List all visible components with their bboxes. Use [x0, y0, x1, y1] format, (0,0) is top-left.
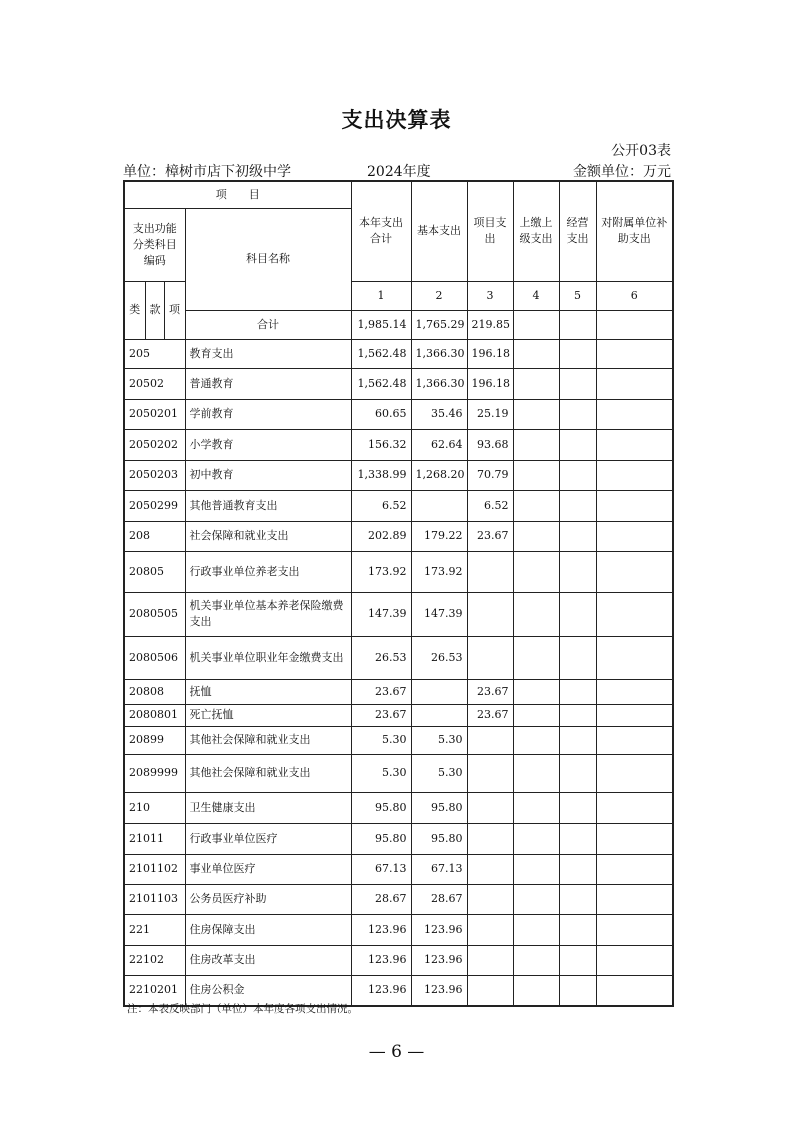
- header-row-item: [124, 181, 673, 208]
- total-label: 合计: [185, 310, 351, 339]
- row-code: 20805: [124, 551, 185, 592]
- col-header-5: 经营支出: [559, 181, 596, 281]
- col-header-2: 基本支出: [411, 181, 467, 281]
- row-code: 221: [124, 914, 185, 945]
- row-value-5: [559, 704, 596, 726]
- row-value-6: [596, 551, 673, 592]
- row-code: 2050203: [124, 460, 185, 490]
- row-subject-name: 死亡抚恤: [185, 704, 351, 726]
- row-value-4: [513, 726, 559, 754]
- row-value-6: [596, 945, 673, 975]
- row-value-2: 1,366.30: [411, 368, 467, 399]
- row-value-2: 95.80: [411, 792, 467, 823]
- table-row: [124, 521, 673, 551]
- row-value-5: [559, 592, 596, 636]
- row-value-1: 23.67: [351, 704, 411, 726]
- row-value-4: [513, 823, 559, 854]
- row-value-4: [513, 339, 559, 368]
- row-subject-name: 事业单位医疗: [185, 854, 351, 884]
- row-code: 2101102: [124, 854, 185, 884]
- table-row: [124, 429, 673, 460]
- row-value-1: 5.30: [351, 726, 411, 754]
- row-value-3: [467, 823, 513, 854]
- row-value-4: [513, 551, 559, 592]
- row-value-2: 147.39: [411, 592, 467, 636]
- row-value-5: [559, 368, 596, 399]
- row-value-1: 26.53: [351, 636, 411, 679]
- footnote: 注：本表反映部门（单位）本年度各项支出情况。: [127, 1003, 358, 1015]
- row-value-4: [513, 399, 559, 429]
- row-subject-name: 卫生健康支出: [185, 792, 351, 823]
- row-value-3: 70.79: [467, 460, 513, 490]
- row-value-4: [513, 704, 559, 726]
- row-value-2: [411, 704, 467, 726]
- total-value-2: 1,765.29: [411, 310, 467, 339]
- row-code: 20502: [124, 368, 185, 399]
- row-subject-name: 小学教育: [185, 429, 351, 460]
- page-number: — 6 —: [368, 1042, 425, 1062]
- row-value-4: [513, 792, 559, 823]
- row-code: 21011: [124, 823, 185, 854]
- row-value-3: 25.19: [467, 399, 513, 429]
- seq-1: 1: [351, 281, 411, 310]
- row-value-1: 1,338.99: [351, 460, 411, 490]
- row-value-4: [513, 754, 559, 792]
- row-value-4: [513, 884, 559, 914]
- row-value-3: [467, 636, 513, 679]
- form-number: 公开03表: [611, 143, 671, 159]
- row-subject-name: 公务员医疗补助: [185, 884, 351, 914]
- row-value-5: [559, 551, 596, 592]
- seq-3: 3: [467, 281, 513, 310]
- table-row: [124, 679, 673, 704]
- row-subject-name: 其他社会保障和就业支出: [185, 726, 351, 754]
- row-subject-name: 社会保障和就业支出: [185, 521, 351, 551]
- row-value-3: 196.18: [467, 339, 513, 368]
- row-value-3: 93.68: [467, 429, 513, 460]
- table-row: [124, 592, 673, 636]
- row-subject-name: 学前教育: [185, 399, 351, 429]
- row-value-6: [596, 823, 673, 854]
- seq-6: 6: [596, 281, 673, 310]
- row-subject-name: 普通教育: [185, 368, 351, 399]
- code-group-header: 支出功能分类科目编码: [124, 208, 185, 281]
- seq-2: 2: [411, 281, 467, 310]
- row-value-6: [596, 792, 673, 823]
- row-value-2: [411, 679, 467, 704]
- row-value-6: [596, 429, 673, 460]
- table-row: [124, 884, 673, 914]
- row-value-4: [513, 636, 559, 679]
- row-code: 205: [124, 339, 185, 368]
- table-row: [124, 551, 673, 592]
- row-subject-name: 住房保障支出: [185, 914, 351, 945]
- row-value-5: [559, 521, 596, 551]
- table-row: [124, 368, 673, 399]
- row-value-5: [559, 754, 596, 792]
- row-value-6: [596, 339, 673, 368]
- row-value-1: 6.52: [351, 490, 411, 521]
- row-value-2: 35.46: [411, 399, 467, 429]
- subject-name-header: 科目名称: [185, 208, 351, 310]
- row-value-6: [596, 460, 673, 490]
- total-value-3: 219.85: [467, 310, 513, 339]
- row-value-3: [467, 551, 513, 592]
- row-value-5: [559, 854, 596, 884]
- row-value-2: 28.67: [411, 884, 467, 914]
- table-row: [124, 704, 673, 726]
- row-value-6: [596, 636, 673, 679]
- row-value-2: 26.53: [411, 636, 467, 679]
- row-subject-name: 抚恤: [185, 679, 351, 704]
- row-value-4: [513, 368, 559, 399]
- row-value-2: 62.64: [411, 429, 467, 460]
- row-value-1: 1,562.48: [351, 339, 411, 368]
- total-value-4: [513, 310, 559, 339]
- row-value-6: [596, 399, 673, 429]
- row-value-5: [559, 914, 596, 945]
- row-subject-name: 住房改革支出: [185, 945, 351, 975]
- row-value-2: 1,268.20: [411, 460, 467, 490]
- row-value-4: [513, 945, 559, 975]
- row-code: 210: [124, 792, 185, 823]
- row-value-4: [513, 679, 559, 704]
- table-row: [124, 854, 673, 884]
- row-code: 2101103: [124, 884, 185, 914]
- row-subject-name: 其他社会保障和就业支出: [185, 754, 351, 792]
- table-row: [124, 754, 673, 792]
- expenditure-table: [123, 180, 674, 1007]
- row-code: 20899: [124, 726, 185, 754]
- row-value-3: 23.67: [467, 521, 513, 551]
- row-value-1: 95.80: [351, 792, 411, 823]
- row-value-6: [596, 726, 673, 754]
- row-code: 2050299: [124, 490, 185, 521]
- row-value-4: [513, 490, 559, 521]
- table-row: [124, 792, 673, 823]
- col-header-3: 项目支出: [467, 181, 513, 281]
- row-code: 2210201: [124, 975, 185, 1006]
- row-code: 2089999: [124, 754, 185, 792]
- row-value-3: 23.67: [467, 679, 513, 704]
- row-code: 2080506: [124, 636, 185, 679]
- row-value-5: [559, 823, 596, 854]
- row-value-6: [596, 368, 673, 399]
- row-value-5: [559, 490, 596, 521]
- row-code: 2080801: [124, 704, 185, 726]
- code-section-header: 款: [145, 281, 164, 339]
- row-value-3: [467, 754, 513, 792]
- row-value-6: [596, 592, 673, 636]
- row-value-1: 173.92: [351, 551, 411, 592]
- row-value-6: [596, 884, 673, 914]
- row-value-5: [559, 399, 596, 429]
- row-code: 22102: [124, 945, 185, 975]
- code-item-header: 项: [164, 281, 185, 339]
- row-value-3: [467, 592, 513, 636]
- row-value-1: 123.96: [351, 975, 411, 1006]
- row-subject-name: 机关事业单位职业年金缴费支出: [185, 636, 351, 679]
- seq-4: 4: [513, 281, 559, 310]
- row-value-6: [596, 854, 673, 884]
- row-value-3: [467, 792, 513, 823]
- col-header-6: 对附属单位补助支出: [596, 181, 673, 281]
- row-value-6: [596, 679, 673, 704]
- row-subject-name: 其他普通教育支出: [185, 490, 351, 521]
- money-unit-label: 金额单位：万元: [573, 164, 671, 180]
- row-value-3: 6.52: [467, 490, 513, 521]
- year-label: 2024年度: [367, 164, 431, 180]
- row-value-1: 123.96: [351, 945, 411, 975]
- row-value-1: 60.65: [351, 399, 411, 429]
- row-value-1: 156.32: [351, 429, 411, 460]
- row-subject-name: 行政事业单位医疗: [185, 823, 351, 854]
- row-code: 2050202: [124, 429, 185, 460]
- row-subject-name: 教育支出: [185, 339, 351, 368]
- seq-5: 5: [559, 281, 596, 310]
- row-value-2: 123.96: [411, 945, 467, 975]
- row-subject-name: 行政事业单位养老支出: [185, 551, 351, 592]
- row-value-1: 5.30: [351, 754, 411, 792]
- row-value-3: [467, 854, 513, 884]
- row-value-3: 196.18: [467, 368, 513, 399]
- table-row: [124, 945, 673, 975]
- total-value-5: [559, 310, 596, 339]
- row-value-3: 23.67: [467, 704, 513, 726]
- row-value-4: [513, 460, 559, 490]
- row-value-1: 147.39: [351, 592, 411, 636]
- row-value-5: [559, 726, 596, 754]
- row-value-4: [513, 975, 559, 1006]
- row-value-5: [559, 792, 596, 823]
- row-value-1: 202.89: [351, 521, 411, 551]
- row-value-2: 123.96: [411, 914, 467, 945]
- row-value-4: [513, 429, 559, 460]
- row-value-6: [596, 490, 673, 521]
- row-code: 2080505: [124, 592, 185, 636]
- unit-label: 单位：樟树市店下初级中学: [123, 164, 291, 180]
- row-value-4: [513, 854, 559, 884]
- row-value-6: [596, 704, 673, 726]
- col-header-4: 上缴上级支出: [513, 181, 559, 281]
- row-value-5: [559, 945, 596, 975]
- row-value-2: 5.30: [411, 754, 467, 792]
- row-value-6: [596, 521, 673, 551]
- row-value-5: [559, 636, 596, 679]
- row-value-2: 173.92: [411, 551, 467, 592]
- total-value-1: 1,985.14: [351, 310, 411, 339]
- row-value-2: 1,366.30: [411, 339, 467, 368]
- table-row: [124, 460, 673, 490]
- table-row: [124, 339, 673, 368]
- item-header: 项 目: [124, 181, 351, 208]
- row-value-3: [467, 914, 513, 945]
- table-row: [124, 726, 673, 754]
- page-title: 支出决算表: [341, 108, 452, 132]
- table-row: [124, 490, 673, 521]
- row-value-2: 123.96: [411, 975, 467, 1006]
- row-value-5: [559, 975, 596, 1006]
- row-value-1: 23.67: [351, 679, 411, 704]
- row-value-4: [513, 592, 559, 636]
- row-code: 208: [124, 521, 185, 551]
- row-value-6: [596, 914, 673, 945]
- row-value-4: [513, 914, 559, 945]
- row-code: 20808: [124, 679, 185, 704]
- table-row: [124, 399, 673, 429]
- row-value-1: 95.80: [351, 823, 411, 854]
- code-class-header: 类: [124, 281, 145, 339]
- row-value-5: [559, 429, 596, 460]
- row-value-3: [467, 884, 513, 914]
- total-row: [124, 310, 673, 339]
- row-value-3: [467, 945, 513, 975]
- data-rows: [124, 339, 673, 1006]
- row-subject-name: 机关事业单位基本养老保险缴费支出: [185, 592, 351, 636]
- col-header-1: 本年支出合计: [351, 181, 411, 281]
- row-value-6: [596, 754, 673, 792]
- row-value-1: 28.67: [351, 884, 411, 914]
- row-code: 2050201: [124, 399, 185, 429]
- row-value-2: 179.22: [411, 521, 467, 551]
- row-subject-name: 初中教育: [185, 460, 351, 490]
- row-value-5: [559, 884, 596, 914]
- row-value-2: 5.30: [411, 726, 467, 754]
- total-value-6: [596, 310, 673, 339]
- row-subject-name: 住房公积金: [185, 975, 351, 1006]
- table-row: [124, 823, 673, 854]
- row-value-5: [559, 679, 596, 704]
- row-value-1: 1,562.48: [351, 368, 411, 399]
- row-value-2: 67.13: [411, 854, 467, 884]
- table-row: [124, 914, 673, 945]
- row-value-5: [559, 460, 596, 490]
- row-value-6: [596, 975, 673, 1006]
- row-value-1: 123.96: [351, 914, 411, 945]
- row-value-5: [559, 339, 596, 368]
- row-value-1: 67.13: [351, 854, 411, 884]
- row-value-2: [411, 490, 467, 521]
- row-value-3: [467, 726, 513, 754]
- table-row: [124, 636, 673, 679]
- row-value-3: [467, 975, 513, 1006]
- row-value-2: 95.80: [411, 823, 467, 854]
- row-value-4: [513, 521, 559, 551]
